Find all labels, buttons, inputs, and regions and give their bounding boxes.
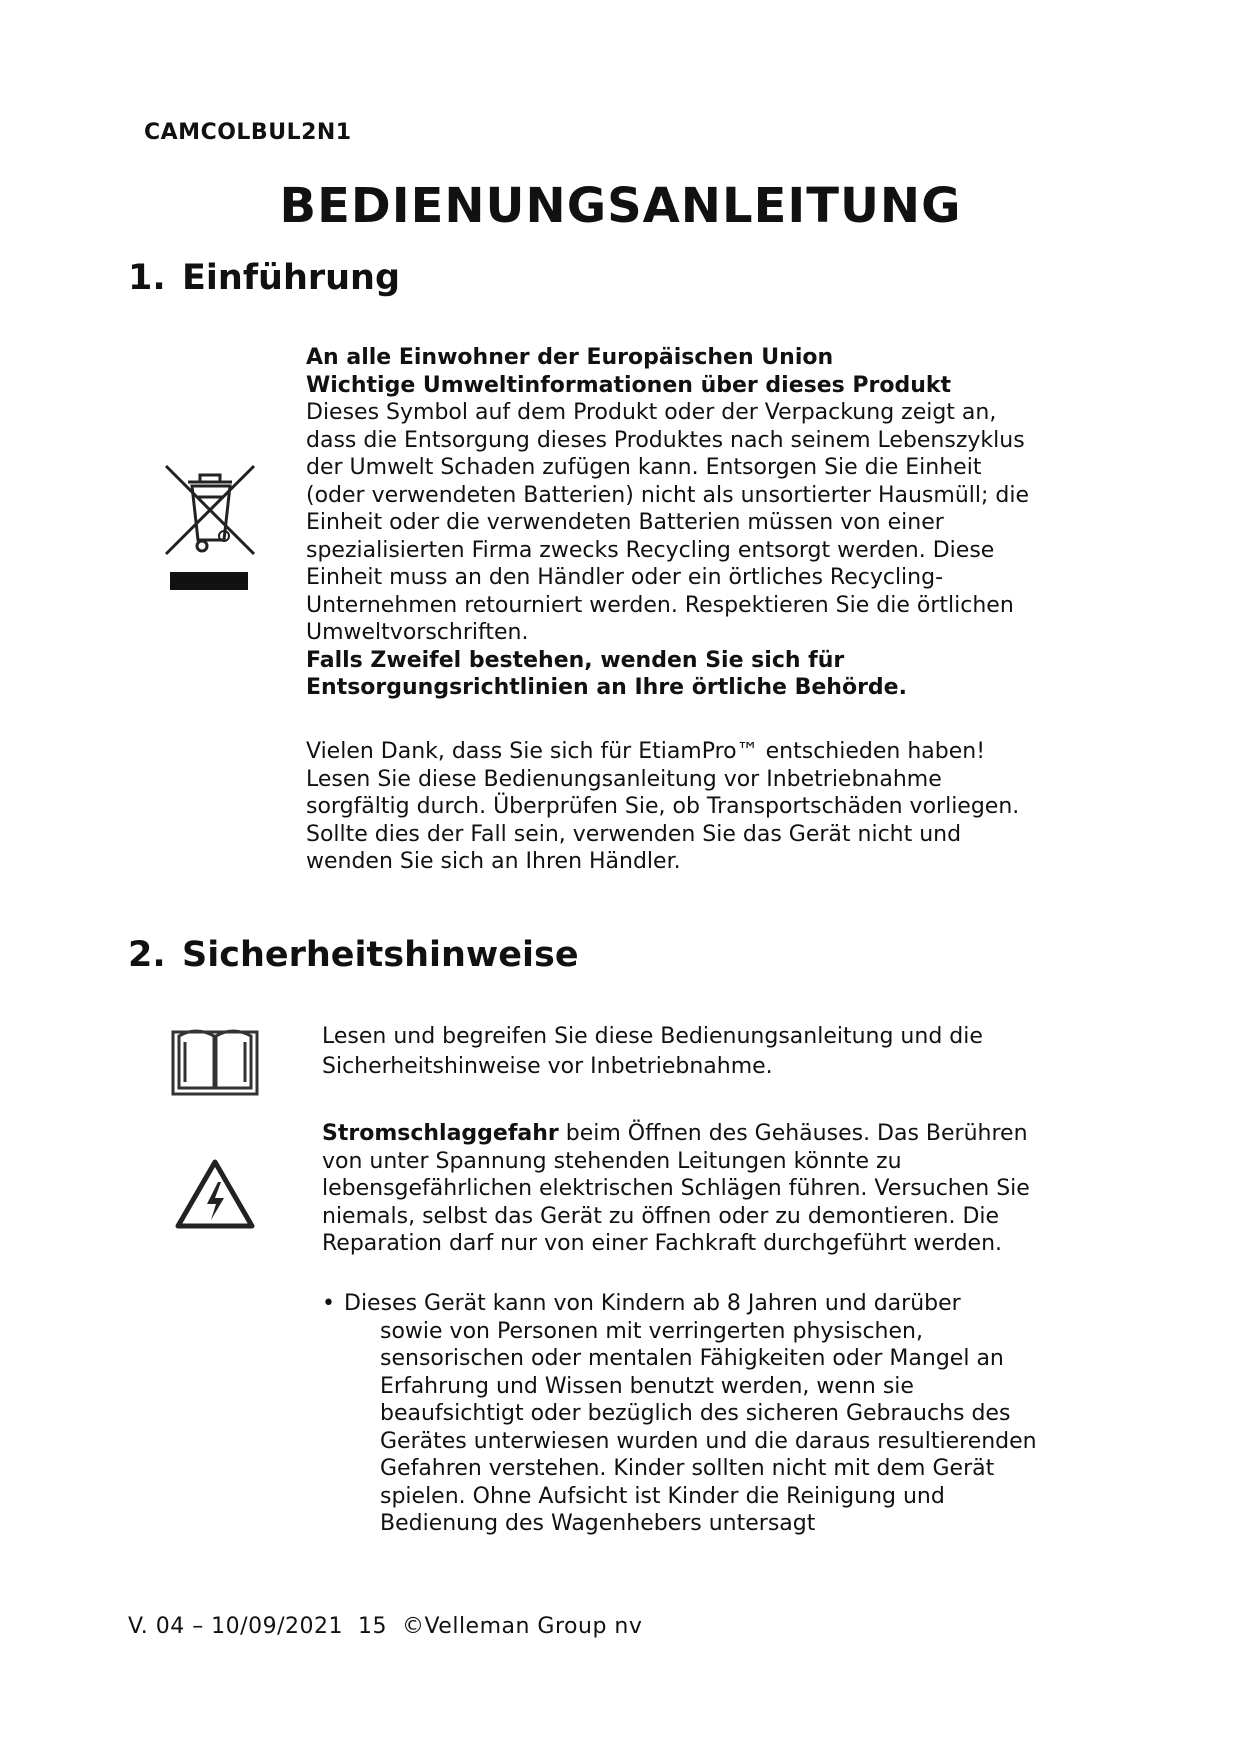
bullet-dot: •	[322, 1291, 335, 1316]
shock-hazard-line: lebensgefährlichen elektrischen Schlägen führen. Versuchen Sie	[322, 1176, 1030, 1201]
bullet-line: sowie von Personen mit verringerten physischen,	[380, 1318, 923, 1344]
shock-hazard-paragraph	[322, 1120, 1142, 1258]
section-2-heading	[128, 935, 579, 975]
shock-hazard-line: von unter Spannung stehenden Leitungen könnte zu	[322, 1148, 902, 1174]
weee-line: (oder verwendeten Batterien) nicht als unsortierter Hausmüll; die	[306, 482, 1030, 508]
thanks-line: Vielen Dank, dass Sie sich für EtiamPro™ entschieden haben!	[306, 739, 986, 764]
shock-hazard-line: niemals, selbst das Gerät zu öffnen oder zu demontieren. Die	[322, 1203, 1000, 1229]
bullet-first-row	[322, 1290, 1142, 1318]
bullet-first-line: Dieses Gerät kann von Kindern ab 8 Jahren und darüber	[344, 1291, 961, 1316]
bullet-line: Gefahren verstehen. Kinder sollten nicht mit dem Gerät	[380, 1456, 995, 1481]
read-manual-paragraph	[322, 1022, 1122, 1082]
electric-shock-warning-icon	[174, 1158, 256, 1230]
eu-residents-heading: An alle Einwohner der Europäischen Union	[306, 345, 834, 370]
weee-line: spezialisierten Firma zwecks Recycling entsorgt werden. Diese	[306, 537, 995, 563]
shock-hazard-first-line	[322, 1120, 1142, 1148]
children-safety-bullet	[322, 1290, 1142, 1538]
open-book-icon	[170, 1022, 260, 1098]
section-2-title: Sicherheitshinweise	[182, 935, 579, 975]
doubt-notice-line: Entsorgungsrichtlinien an Ihre örtliche Behörde.	[306, 675, 907, 700]
weee-line: der Umwelt Schaden zufügen kann. Entsorgen Sie die Einheit	[306, 455, 982, 480]
weee-information	[306, 344, 1126, 702]
weee-line: Umweltvorschriften.	[306, 620, 529, 645]
bullet-line: spielen. Ohne Aufsicht ist Kinder die Reinigung und	[380, 1483, 945, 1509]
crossed-out-wheelie-bin-icon	[162, 462, 258, 596]
bullet-line: Gerätes unterwiesen wurden und die daraus resultierenden	[380, 1428, 1037, 1454]
weee-line: Einheit oder die verwendeten Batterien müssen von einer	[306, 510, 944, 535]
shock-hazard-label: Stromschlaggefahr	[322, 1121, 559, 1146]
shock-hazard-line: Reparation darf nur von einer Fachkraft durchgeführt werden.	[322, 1231, 1003, 1256]
thanks-line: Sollte dies der Fall sein, verwenden Sie das Gerät nicht und	[306, 821, 962, 847]
weee-line: Einheit muss an den Händler oder ein örtliches Recycling-	[306, 565, 944, 590]
section-1-heading	[128, 258, 400, 298]
read-manual-line: Lesen und begreifen Sie diese Bedienungsanleitung und die	[322, 1024, 983, 1049]
bullet-line: Erfahrung und Wissen benutzt werden, wenn sie	[380, 1373, 914, 1399]
bullet-line: Bedienung des Wagenhebers untersagt	[380, 1511, 816, 1536]
section-1-title: Einführung	[182, 258, 401, 298]
thank-you-paragraph	[306, 738, 1126, 876]
thanks-line: sorgfältig durch. Überprüfen Sie, ob Transportschäden vorliegen.	[306, 794, 1020, 819]
weee-line: Dieses Symbol auf dem Produkt oder der Verpackung zeigt an,	[306, 400, 997, 425]
weee-line: dass die Entsorgung dieses Produktes nach seinem Lebenszyklus	[306, 427, 1025, 453]
thanks-line: wenden Sie sich an Ihren Händler.	[306, 849, 681, 874]
section-2-number: 2.	[128, 935, 166, 975]
doubt-notice-line: Falls Zweifel bestehen, wenden Sie sich für	[306, 647, 845, 673]
shock-hazard-text: beim Öffnen des Gehäuses. Das Berühren	[558, 1121, 1028, 1146]
document-title: BEDIENUNGSANLEITUNG	[279, 178, 962, 234]
bullet-line: beaufsichtigt oder bezüglich des sicheren Gebrauchs des	[380, 1401, 1011, 1426]
bullet-continuation	[322, 1318, 1142, 1538]
page-footer: V. 04 – 10/09/2021 15 ©Velleman Group nv	[128, 1614, 643, 1639]
weee-line: Unternehmen retourniert werden. Respektieren Sie die örtlichen	[306, 592, 1014, 618]
section-1-number: 1.	[128, 258, 166, 298]
product-code: CAMCOLBUL2N1	[144, 120, 352, 145]
thanks-line: Lesen Sie diese Bedienungsanleitung vor Inbetriebnahme	[306, 766, 942, 792]
bullet-line: sensorischen oder mentalen Fähigkeiten oder Mangel an	[380, 1346, 1004, 1371]
read-manual-line: Sicherheitshinweise vor Inbetriebnahme.	[322, 1054, 773, 1079]
environment-info-heading: Wichtige Umweltinformationen über dieses Produkt	[306, 372, 952, 398]
